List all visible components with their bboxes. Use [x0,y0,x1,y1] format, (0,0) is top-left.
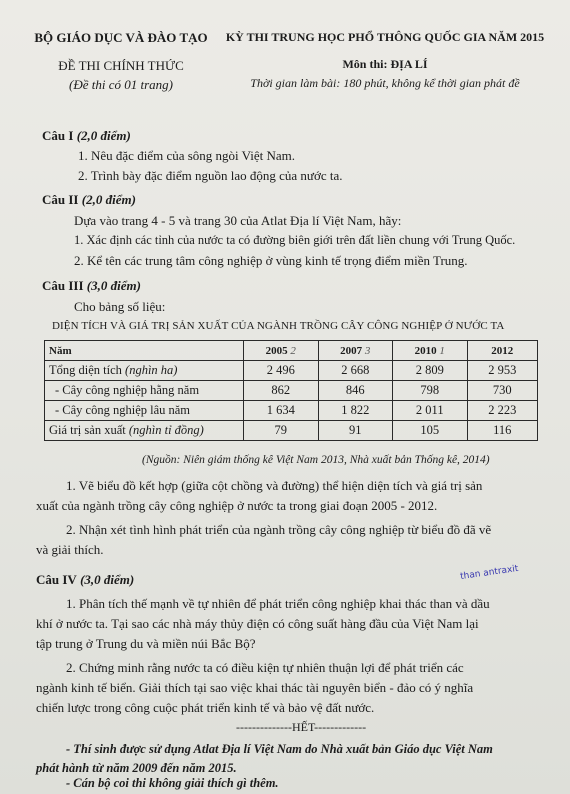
table-row [45,381,538,401]
row-label [45,381,244,401]
question-2-item-2: 2. Kể tên các trung tâm công nghiệp ở vùng kinh tế trọng điểm miền Trung. [74,253,468,268]
table-header-cell [244,341,319,361]
row-label [45,361,244,381]
question-3-title: Câu III [42,278,84,293]
ministry-name: BỘ GIÁO DỤC VÀ ĐÀO TẠO [34,30,208,45]
table-cell: 2 953 [467,361,538,381]
row-label-text: - Cây công nghiệp lâu năm [55,403,191,417]
row-label-text: - Cây công nghiệp hằng năm [55,383,200,397]
question-2-intro: Dựa vào trang 4 - 5 và trang 30 của Atlat Địa lí Việt Nam, hãy: [74,213,402,228]
table-cell: 1 634 [244,401,319,421]
table-cell: 1 822 [318,401,393,421]
question-3-intro: Cho bảng số liệu: [74,299,166,314]
row-unit: (nghìn ha) [125,363,178,377]
table-cell: 2 496 [244,361,319,381]
end-marker: --------------HẾT------------- [236,720,367,734]
question-3-points: (3,0 điểm) [86,278,141,293]
table-cell: 116 [467,421,538,441]
subject-name: Môn thi: ĐỊA LÍ [342,57,428,71]
official-label: ĐỀ THI CHÍNH THỨC [58,58,184,73]
footer-notes [36,740,548,778]
question-4-item-1-line-2: khí ở nước ta. Tại sao các nhà máy thủy điện có công suất hàng đầu của Việt Nam lại [36,616,479,631]
question-3-item-2-line-2: và giải thích. [36,542,104,557]
question-1-title: Câu I [42,128,74,143]
question-1-item-1: 1. Nêu đặc điểm của sông ngòi Việt Nam. [78,148,296,163]
year-mark: 1 [439,344,445,357]
question-4-points: (3,0 điểm) [80,572,135,587]
table-cell: 2 809 [393,361,468,381]
question-4-item-2-line-3: chiến lược trong công cuộc phát triển kinh tế và bảo vệ đất nước. [36,700,375,715]
question-4-title: Câu IV [36,572,77,587]
table-source: (Nguồn: Niên giám thống kê Việt Nam 2013, Nhà xuất bản Thống kê, 2014) [142,454,490,466]
table-header-cell: 2012 [467,341,538,361]
table-header-cell [318,341,393,361]
question-2-title: Câu II [42,192,79,207]
year-label: 2010 [414,344,437,357]
question-3-heading [42,278,141,294]
data-table [44,340,538,441]
row-label [45,421,244,441]
question-4-item-2-line-2: ngành kinh tế biển. Giải thích tại sao việc khai thác tài nguyên biển - đảo có ý nghĩa [36,680,474,695]
year-label: 2005 [265,344,288,357]
table-cell: 846 [318,381,393,401]
question-1-points: (2,0 điểm) [76,128,131,143]
year-mark: 2 [290,344,296,357]
question-2-item-1: 1. Xác định các tỉnh của nước ta có đường biên giới trên đất liền chung với Trung Quốc. [74,233,516,247]
table-cell: 862 [244,381,319,401]
row-unit: (nghìn tỉ đồng) [128,423,204,437]
table-cell: 91 [318,421,393,441]
question-4-heading [36,572,134,588]
question-1-item-2: 2. Trình bày đặc điểm nguồn lao động của nước ta. [78,168,343,183]
question-4-item-1-line-3: tập trung ở Trung du và miền núi Bắc Bộ? [36,636,256,651]
header-left [26,30,216,93]
handwritten-note: than antraxit [459,563,520,583]
table-cell: 798 [393,381,468,401]
row-label-text: Giá trị sản xuất [49,423,126,437]
table-title: DIỆN TÍCH VÀ GIÁ TRỊ SẢN XUẤT CỦA NGÀNH TRỒNG CÂY CÔNG NGHIỆP Ở NƯỚC TA [52,320,505,332]
table-cell: 2 223 [467,401,538,421]
year-mark: 3 [364,344,371,357]
table-cell: 730 [467,381,538,401]
table-header-cell [393,341,468,361]
header-right [210,30,560,91]
row-label-text: Tổng diện tích [49,363,122,377]
note-1-line-1: - Thí sinh được sử dụng Atlat Địa lí Việt Nam do Nhà xuất bản Giáo dục Việt Nam [66,742,493,756]
note-1-line-2: phát hành từ năm 2009 đến năm 2015. [36,761,237,775]
question-1-heading [42,128,131,144]
question-4-item-1-line-1: 1. Phân tích thế mạnh về tự nhiên để phát triển công nghiệp khai thác than và dầu [66,596,490,611]
question-3-item-2-line-1: 2. Nhận xét tình hình phát triển của ngành trồng cây công nghiệp từ biểu đồ đã vẽ [66,522,492,537]
year-label: 2007 [340,344,363,357]
page-count: (Đề thi có 01 trang) [69,77,173,92]
row-label [45,401,244,421]
table-header-row [45,341,538,361]
table-row [45,401,538,421]
exam-name: KỲ THI TRUNG HỌC PHỔ THÔNG QUỐC GIA NĂM 2015 [225,30,545,44]
question-3-item-1-line-1: 1. Vẽ biểu đồ kết hợp (giữa cột chồng và đường) thể hiện diện tích và giá trị sản [66,478,483,493]
note-2: - Cán bộ coi thi không giải thích gì thêm. [66,776,279,790]
question-2-points: (2,0 điểm) [81,192,136,207]
table-cell: 79 [244,421,319,441]
table-cell: 2 011 [393,401,468,421]
question-4-item-2-line-1: 2. Chứng minh rằng nước ta có điều kiện tự nhiên thuận lợi để phát triển các [66,660,464,675]
table-cell: 105 [393,421,468,441]
exam-duration: Thời gian làm bài: 180 phút, không kể thời gian phát đề [250,76,520,90]
question-2-heading [42,192,136,208]
table-row [45,361,538,381]
table-row [45,421,538,441]
table-cell: 2 668 [318,361,393,381]
question-3-item-1-line-2: xuất của ngành trồng cây công nghiệp ở nước ta trong giai đoạn 2005 - 2012. [36,498,438,513]
table-header-cell: Năm [45,341,244,361]
